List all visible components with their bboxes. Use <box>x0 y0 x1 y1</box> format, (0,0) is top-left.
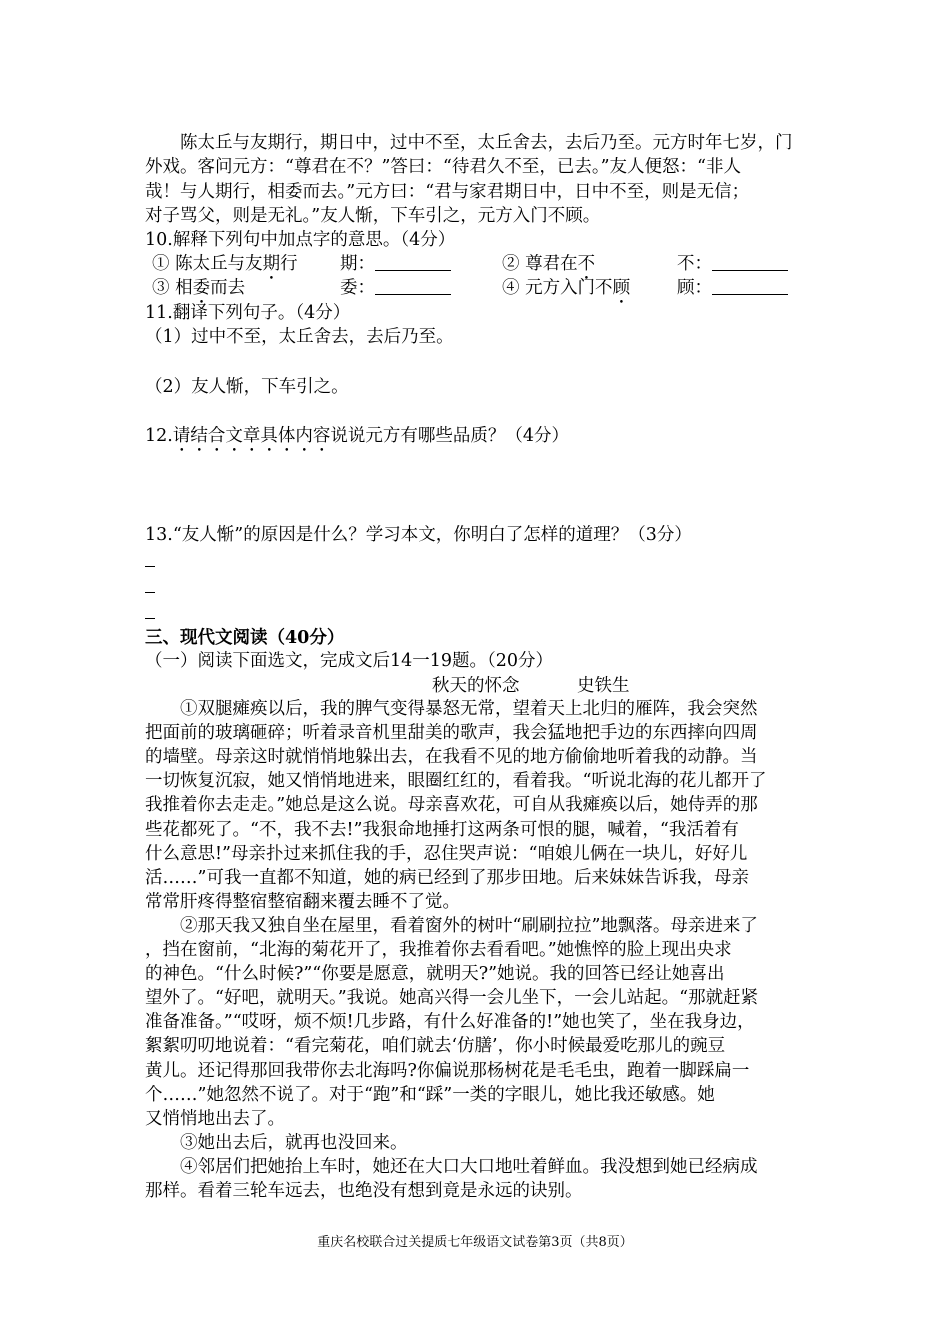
article-line: 一切恢复沉寂，她又悄悄地进来，眼圈红红的，看着我。“听说北海的花儿都开了 <box>145 771 767 792</box>
article-author: 史铁生 <box>577 676 630 696</box>
article-line: 个……”她忽然不说了。对于“跑”和“踩”一类的字眼儿，她比我还敏感。她 <box>145 1084 715 1105</box>
article-line: ②那天我又独自坐在屋里，看着窗外的树叶“刷刷拉拉”地飘落。母亲进来了 <box>180 915 758 936</box>
answer-line <box>145 566 155 567</box>
q10-item: ② 尊君在不 <box>502 254 596 274</box>
article-line: 些花都死了。“不，我不去!”我狠命地捶打这两条可恨的腿，喊着，“我活着有 <box>145 819 739 840</box>
article-line: ③她出去后，就再也没回来。 <box>180 1132 408 1153</box>
article-line: 的墙壁。母亲这时就悄悄地躲出去，在我看不见的地方偷偷地听着我的动静。当 <box>145 747 758 768</box>
article-line: 又悄悄地出去了。 <box>145 1108 285 1129</box>
q10-item: ① 陈太丘与友期行 <box>152 254 298 274</box>
article-line: 什么意思!”母亲扑过来抓住我的手，忍住哭声说：“咱娘儿俩在一块儿，好好儿 <box>145 843 748 864</box>
article-line: 我推着你去走走。”她总是这么说。母亲喜欢花，可自从我瘫痪以后，她侍弄的那 <box>145 795 758 816</box>
classical-line: 对子骂父，则是无礼。”友人惭，下车引之，元方入门不顾。 <box>145 206 601 226</box>
article-line: 黄儿。还记得那回我带你去北海吗?你偏说那杨树花是毛毛虫，跑着一脚踩扁一 <box>145 1060 750 1081</box>
section3-instructions: （一）阅读下面选文，完成文后14一19题。（20分） <box>145 651 554 671</box>
q13-question: 13.“友人惭”的原因是什么？学习本文，你明白了怎样的道理？（3分） <box>145 525 692 545</box>
q11-sentence-1: （1）过中不至，太丘舍去，去后乃至。 <box>145 327 454 347</box>
article-line: 那样。看着三轮车远去，也绝没有想到竟是永远的诀别。 <box>145 1181 583 1201</box>
classical-line: 陈太丘与友期行，期日中，过中不至，太丘舍去，去后乃至。元方时年七岁，门 <box>180 133 793 153</box>
q12-question: 12.请结合文章具体内容说说元方有哪些品质？（4分） <box>145 426 569 446</box>
article-line: ④邻居们把她抬上车时，她还在大口大口地吐着鲜血。我没想到她已经病成 <box>180 1156 758 1177</box>
article-title: 秋天的怀念 <box>432 676 520 696</box>
article-line: 活……”可我一直都不知道，她的病已经到了那步田地。后来妹妹告诉我，母亲 <box>145 867 749 888</box>
article-line: 絮絮叨叨地说着：“看完菊花，咱们就去‘仿膳’，你小时候最爱吃那儿的豌豆 <box>145 1036 726 1057</box>
q10-answer-blank[interactable]: 期： <box>340 252 451 276</box>
q11-title: 11.翻译下列句子。（4分） <box>145 303 351 323</box>
section3-heading: 三、现代文阅读（40分） <box>145 628 345 648</box>
classical-line: 外戏。客问元方：“尊君在不？”答曰：“待君久不至，已去。”友人便怒：“非人 <box>145 157 741 177</box>
q10-title: 10.解释下列句中加点字的意思。（4分） <box>145 230 456 250</box>
classical-line: 哉！与人期行，相委而去。”元方曰：“君与家君期日中，日中不至，则是无信； <box>145 182 750 202</box>
q10-answer-blank[interactable]: 不： <box>677 252 788 276</box>
q11-sentence-2: （2）友人惭，下车引之。 <box>145 377 349 397</box>
article-line: ，挡在窗前，“北海的菊花开了，我推着你去看看吧。”她憔悴的脸上现出央求 <box>145 940 732 960</box>
article-line: 准备准备。”“哎呀，烦不烦!几步路，有什么好准备的!”她也笑了，坐在我身边， <box>145 1012 755 1033</box>
answer-line <box>145 592 155 593</box>
q10-item: ④ 元方入门不顾 <box>502 278 631 298</box>
article-line: 望外了。“好吧，就明天。”我说。她高兴得一会儿坐下，一会儿站起。“那就赶紧 <box>145 988 759 1009</box>
article-line: 常常肝疼得整宿整宿翻来覆去睡不了觉。 <box>145 891 460 912</box>
article-line: ①双腿瘫痪以后，我的脾气变得暴怒无常，望着天上北归的雁阵，我会突然 <box>180 699 758 719</box>
answer-line <box>145 618 155 619</box>
article-line: 把面前的玻璃砸碎；听着录音机里甜美的歌声，我会猛地把手边的东西摔向四周 <box>145 723 758 744</box>
q10-answer-blank[interactable]: 委： <box>340 276 451 300</box>
article-line: 的神色。“什么时候?”“你要是愿意，就明天?”她说。我的回答已经让她喜出 <box>145 964 725 985</box>
q10-answer-blank[interactable]: 顾： <box>677 276 788 300</box>
page-footer: 重庆名校联合过关提质七年级语文试卷第3页（共8页） <box>317 1235 633 1250</box>
q10-item: ③ 相委而去 <box>152 278 246 298</box>
